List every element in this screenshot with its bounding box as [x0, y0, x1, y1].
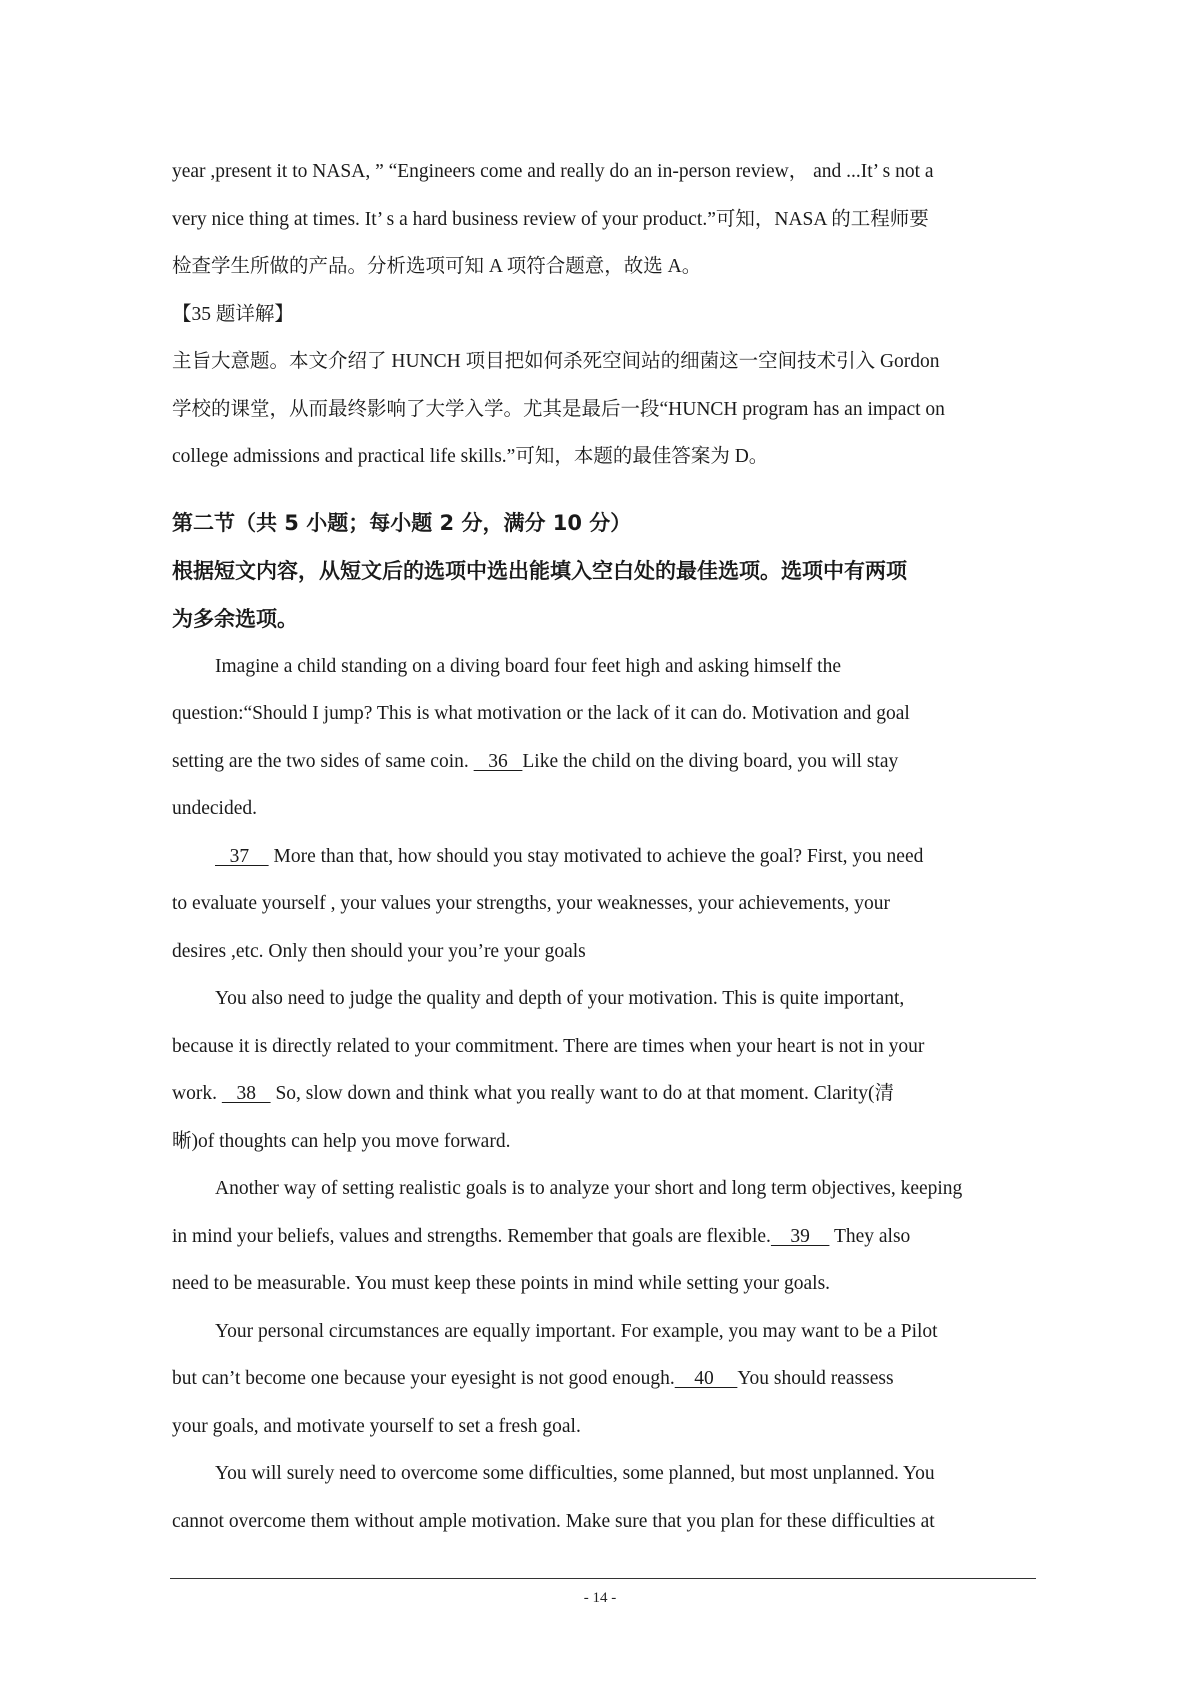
passage-text: They also — [829, 1225, 911, 1247]
passage-text: but can’t become one because your eyesight is not good enough. — [172, 1368, 675, 1389]
passage-line: Imagine a child standing on a diving board four feet high and asking himself the — [215, 655, 842, 677]
text-line: 学校的课堂，从而最终影响了大学入学。尤其是最后一段“HUNCH program has an impact on — [172, 398, 945, 420]
text-line: college admissions and practical life skills.”可知，本题的最佳答案为 D。 — [172, 446, 769, 467]
passage-line: need to be measurable. You must keep these points in mind while setting your goals. — [172, 1273, 831, 1294]
text-line: 检查学生所做的产品。分析选项可知 A 项符合题意，故选 A。 — [172, 256, 702, 277]
text-line: year ,present it to NASA, ” “Engineers come and really do an in-person review， and ...It’ s not a — [172, 161, 934, 182]
passage-text: More than that, how should you stay motivated to achieve the goal? First, you need — [268, 845, 924, 867]
section-heading: 第二节（共 5 小题；每小题 2 分，满分 10 分） — [172, 510, 632, 535]
passage-line — [172, 1070, 1034, 1118]
passage-line: because it is directly related to your commitment. There are times when your heart is not in your — [172, 1035, 925, 1057]
passage-line — [172, 833, 1034, 881]
passage-line: to evaluate yourself , your values your strengths, your weaknesses, your achievements, your — [172, 893, 891, 914]
passage-line: Your personal circumstances are equally important. For example, you may want to be a Pilot — [215, 1320, 938, 1342]
section-instruction: 根据短文内容，从短文后的选项中选出能填入空白处的最佳选项。选项中有两项 — [172, 558, 907, 583]
passage-line: cannot overcome them without ample motivation. Make sure that you plan for these difficulties at — [172, 1510, 935, 1532]
text-line: very nice thing at times. It’ s a hard business review of your product.”可知，NASA 的工程师要 — [172, 208, 929, 230]
passage-line: question:“Should I jump? This is what motivation or the lack of it can do. Motivation and goal — [172, 703, 910, 724]
blank-36: 36 — [473, 750, 523, 772]
passage-line: undecided. — [172, 798, 258, 819]
passage-line: your goals, and motivate yourself to set a fresh goal. — [172, 1415, 581, 1437]
footer-divider — [170, 1578, 1036, 1579]
passage-line: desires ,etc. Only then should your you’re your goals — [172, 940, 586, 962]
passage-line: 晰)of thoughts can help you move forward. — [172, 1130, 511, 1152]
passage-text: in mind your beliefs, values and strengths. Remember that goals are flexible. — [172, 1225, 771, 1247]
passage-line: Another way of setting realistic goals is to analyze your short and long term objectives, keeping — [215, 1178, 963, 1199]
passage-line: You will surely need to overcome some difficulties, some planned, but most unplanned. You — [215, 1463, 935, 1484]
passage-line — [172, 738, 1034, 786]
passage-text: setting are the two sides of same coin. — [172, 750, 474, 772]
page-number: - 14 - — [583, 1590, 617, 1606]
passage-line — [172, 1213, 1034, 1261]
section-instruction: 为多余选项。 — [172, 606, 298, 631]
answer-explanation-heading: 【35 题详解】 — [172, 303, 294, 325]
passage-text: You should reassess — [737, 1368, 894, 1389]
blank-38: 38 — [221, 1083, 271, 1104]
passage-text: Like the child on the diving board, you will stay — [522, 750, 899, 772]
blank-39: 39 — [770, 1225, 830, 1247]
passage-line — [172, 1355, 1034, 1403]
passage-line: You also need to judge the quality and depth of your motivation. This is quite important, — [215, 988, 905, 1009]
text-line: 主旨大意题。本文介绍了 HUNCH 项目把如何杀死空间站的细菌这一空间技术引入 Gordon — [172, 351, 940, 372]
blank-37: 37 — [215, 845, 269, 867]
passage-text: work. — [172, 1083, 222, 1104]
page-content — [172, 148, 1034, 1545]
passage-text: So, slow down and think what you really want to do at that moment. Clarity(清 — [270, 1083, 894, 1104]
blank-40: 40 — [674, 1368, 738, 1389]
